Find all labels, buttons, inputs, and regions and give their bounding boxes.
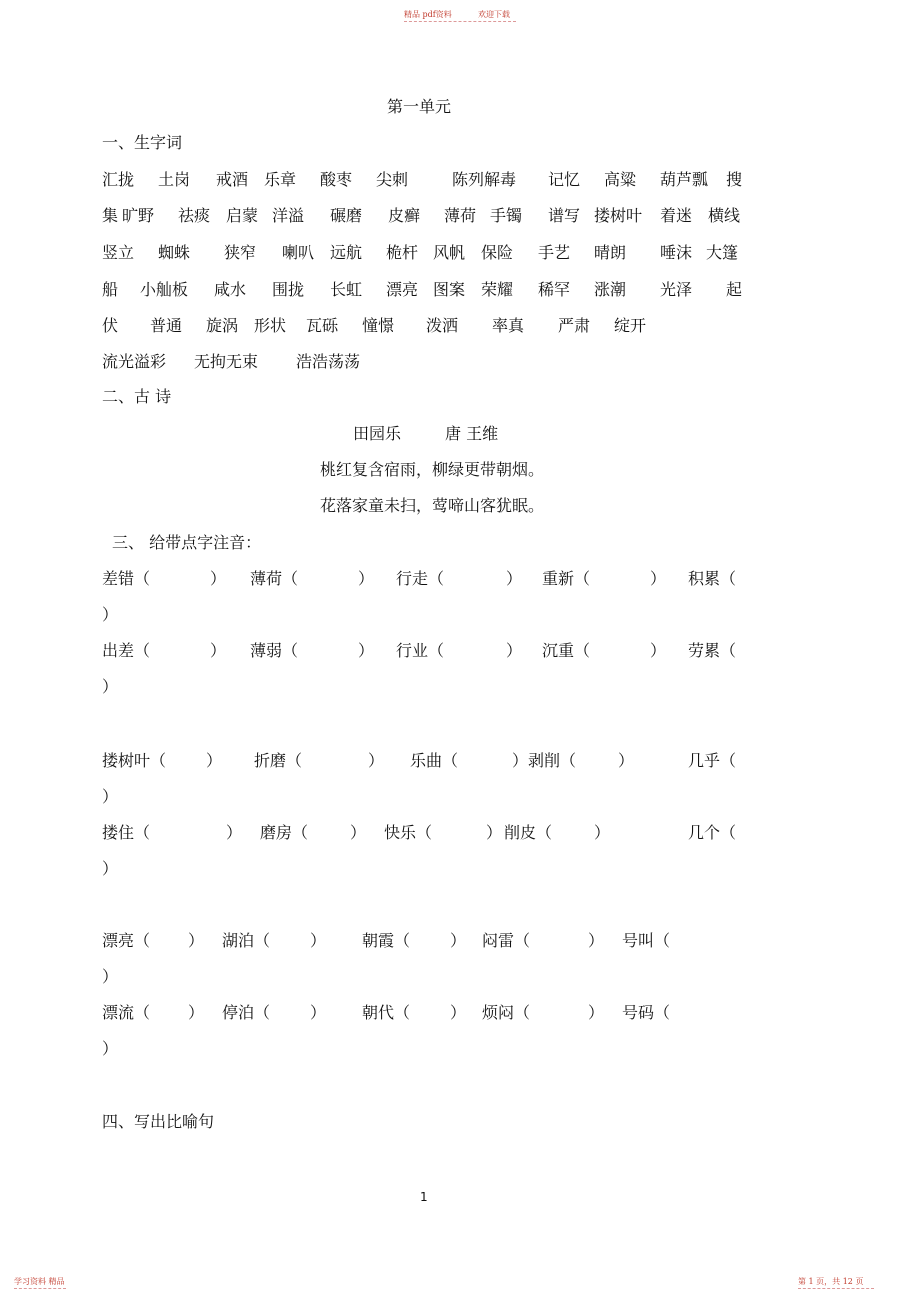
pinyin-item: 号叫（	[622, 931, 671, 950]
header-right: 欢迎下载	[478, 10, 510, 19]
vocab-word: 陈列解毒	[452, 170, 517, 189]
vocab-word: 瓦砾	[306, 316, 339, 335]
vocab-word: 祛痰	[178, 206, 211, 225]
pinyin-item: 薄弱（	[250, 641, 299, 660]
footer-left-divider	[14, 1288, 66, 1289]
vocab-word: 葫芦瓢	[660, 170, 709, 189]
vocab-word: 着迷	[660, 206, 693, 225]
pinyin-item: 行业（	[396, 641, 445, 660]
pinyin-blank-close: ）	[102, 677, 119, 696]
pinyin-blank-close: ）	[210, 641, 227, 660]
vocab-word: 率真	[492, 316, 525, 335]
vocab-word: 土岗	[158, 170, 191, 189]
pinyin-item: 劳累（	[688, 641, 737, 660]
pinyin-blank-close: ）	[358, 569, 375, 588]
pinyin-item: 沉重（	[542, 641, 591, 660]
pinyin-blank-close: ）	[650, 641, 667, 660]
pinyin-blank-close: ）	[310, 1003, 327, 1022]
vocab-word: 绽开	[614, 316, 647, 335]
vocab-word: 伏	[102, 316, 119, 335]
pinyin-blank-close: ）	[188, 931, 205, 950]
pinyin-blank-close: ）	[350, 823, 367, 842]
pinyin-item: 行走（	[396, 569, 445, 588]
pinyin-item: 快乐（	[384, 823, 433, 842]
vocab-word: 旋涡	[206, 316, 239, 335]
pinyin-item: 乐曲（	[410, 751, 459, 770]
footer-left: 学习资料 精品	[14, 1277, 65, 1286]
vocab-word: 桅杆	[386, 243, 419, 262]
vocab-word: 尖刺	[376, 170, 409, 189]
vocab-word: 浩浩荡荡	[296, 352, 361, 371]
pinyin-item: 出差（	[102, 641, 151, 660]
vocab-word: 蜘蛛	[158, 243, 191, 262]
vocab-word: 横线	[708, 206, 741, 225]
vocab-word: 稀罕	[538, 280, 571, 299]
vocab-word: 远航	[330, 243, 363, 262]
poem-author: 唐 王维	[445, 424, 499, 443]
vocab-word: 图案	[433, 280, 466, 299]
vocab-word: 洋溢	[272, 206, 305, 225]
pinyin-blank-close: ）	[206, 751, 223, 770]
vocab-word: 小舢板	[140, 280, 189, 299]
pinyin-item: 搂住（	[102, 823, 151, 842]
poem-title: 田园乐	[353, 424, 402, 443]
pinyin-blank-close: ）	[650, 569, 667, 588]
page-title: 第一单元	[387, 97, 452, 116]
pinyin-item: 闷雷（	[482, 931, 531, 950]
vocab-word: 手镯	[490, 206, 523, 225]
pinyin-blank-close: ）	[506, 569, 523, 588]
pinyin-blank-close: ）	[102, 859, 119, 878]
pinyin-blank-close: ）	[588, 931, 605, 950]
vocab-word: 长虹	[330, 280, 363, 299]
section1-heading: 一、生字词	[102, 133, 183, 152]
vocab-word: 形状	[254, 316, 287, 335]
pinyin-item: 削皮（	[504, 823, 553, 842]
vocab-word: 皮癣	[388, 206, 421, 225]
pinyin-item: 剥削（	[528, 751, 577, 770]
pinyin-item: 朝霞（	[362, 931, 411, 950]
pinyin-blank-close: ）	[102, 1039, 119, 1058]
pinyin-blank-close: ）	[588, 1003, 605, 1022]
vocab-word: 集	[102, 206, 119, 225]
vocab-word: 晴朗	[594, 243, 627, 262]
vocab-word: 荣耀	[481, 280, 514, 299]
pinyin-item: 差错（	[102, 569, 151, 588]
pinyin-item: 折磨（	[254, 751, 303, 770]
pinyin-item: 漂流（	[102, 1003, 151, 1022]
page-number: 1	[420, 1190, 428, 1204]
vocab-word: 严肃	[558, 316, 591, 335]
pinyin-item: 搂树叶（	[102, 751, 167, 770]
header-left: 精品 pdf资料	[404, 10, 452, 19]
vocab-word: 咸水	[214, 280, 247, 299]
vocab-word: 大篷	[706, 243, 739, 262]
pinyin-blank-close: ）	[358, 641, 375, 660]
vocab-word: 涨潮	[594, 280, 627, 299]
vocab-word: 风帆	[433, 243, 466, 262]
pinyin-item: 停泊（	[222, 1003, 271, 1022]
vocab-word: 搜	[726, 170, 743, 189]
vocab-word: 乐章	[264, 170, 297, 189]
pinyin-blank-close: ）	[102, 605, 119, 624]
vocab-word: 流光溢彩	[102, 352, 167, 371]
vocab-word: 搂树叶	[594, 206, 643, 225]
vocab-word: 启蒙	[226, 206, 259, 225]
vocab-word: 竖立	[102, 243, 135, 262]
vocab-word: 泼洒	[426, 316, 459, 335]
vocab-word: 高粱	[604, 170, 637, 189]
poem-line-2: 花落家童未扫，莺啼山客犹眠。	[320, 496, 545, 515]
pinyin-blank-close: ）	[594, 823, 611, 842]
header-divider	[404, 21, 516, 22]
pinyin-blank-close: ）	[310, 931, 327, 950]
section4-heading: 四、写出比喻句	[102, 1112, 215, 1131]
vocab-word: 酸枣	[320, 170, 353, 189]
pinyin-blank-close: ）	[486, 823, 503, 842]
pinyin-item: 薄荷（	[250, 569, 299, 588]
pinyin-blank-close: ）	[102, 787, 119, 806]
pinyin-item: 漂亮（	[102, 931, 151, 950]
vocab-word: 旷野	[122, 206, 155, 225]
vocab-word: 碾磨	[330, 206, 363, 225]
pinyin-item: 重新（	[542, 569, 591, 588]
pinyin-item: 几个（	[688, 823, 737, 842]
vocab-word: 漂亮	[386, 280, 419, 299]
pinyin-blank-close: ）	[506, 641, 523, 660]
section3-heading: 三、 给带点字注音：	[112, 533, 262, 552]
pinyin-blank-close: ）	[450, 931, 467, 950]
vocab-word: 狭窄	[224, 243, 257, 262]
section2-heading: 二、古 诗	[102, 387, 172, 406]
pinyin-blank-close: ）	[188, 1003, 205, 1022]
pinyin-blank-close: ）	[368, 751, 385, 770]
pinyin-item: 朝代（	[362, 1003, 411, 1022]
pinyin-item: 湖泊（	[222, 931, 271, 950]
vocab-word: 谱写	[548, 206, 581, 225]
pinyin-blank-close: ）	[102, 967, 119, 986]
vocab-word: 船	[102, 280, 119, 299]
vocab-word: 憧憬	[362, 316, 395, 335]
vocab-word: 手艺	[538, 243, 571, 262]
footer-right: 第 1 页，共 12 页	[798, 1277, 864, 1286]
vocab-word: 记忆	[548, 170, 581, 189]
vocab-word: 喇叭	[282, 243, 315, 262]
pinyin-blank-close: ）	[512, 751, 529, 770]
vocab-word: 无拘无束	[194, 352, 259, 371]
pinyin-item: 烦闷（	[482, 1003, 531, 1022]
pinyin-item: 积累（	[688, 569, 737, 588]
pinyin-blank-close: ）	[450, 1003, 467, 1022]
pinyin-blank-close: ）	[226, 823, 243, 842]
vocab-word: 起	[726, 280, 743, 299]
pinyin-blank-close: ）	[618, 751, 635, 770]
vocab-word: 戒酒	[216, 170, 249, 189]
pinyin-item: 号码（	[622, 1003, 671, 1022]
vocab-word: 薄荷	[444, 206, 477, 225]
footer-right-divider	[798, 1288, 874, 1289]
pinyin-item: 磨房（	[260, 823, 309, 842]
poem-line-1: 桃红复含宿雨，柳绿更带朝烟。	[320, 460, 545, 479]
vocab-word: 汇拢	[102, 170, 135, 189]
vocab-word: 围拢	[272, 280, 305, 299]
vocab-word: 光泽	[660, 280, 693, 299]
vocab-word: 保险	[481, 243, 514, 262]
pinyin-blank-close: ）	[210, 569, 227, 588]
vocab-word: 唾沫	[660, 243, 693, 262]
vocab-word: 普通	[150, 316, 183, 335]
pinyin-item: 几乎（	[688, 751, 737, 770]
